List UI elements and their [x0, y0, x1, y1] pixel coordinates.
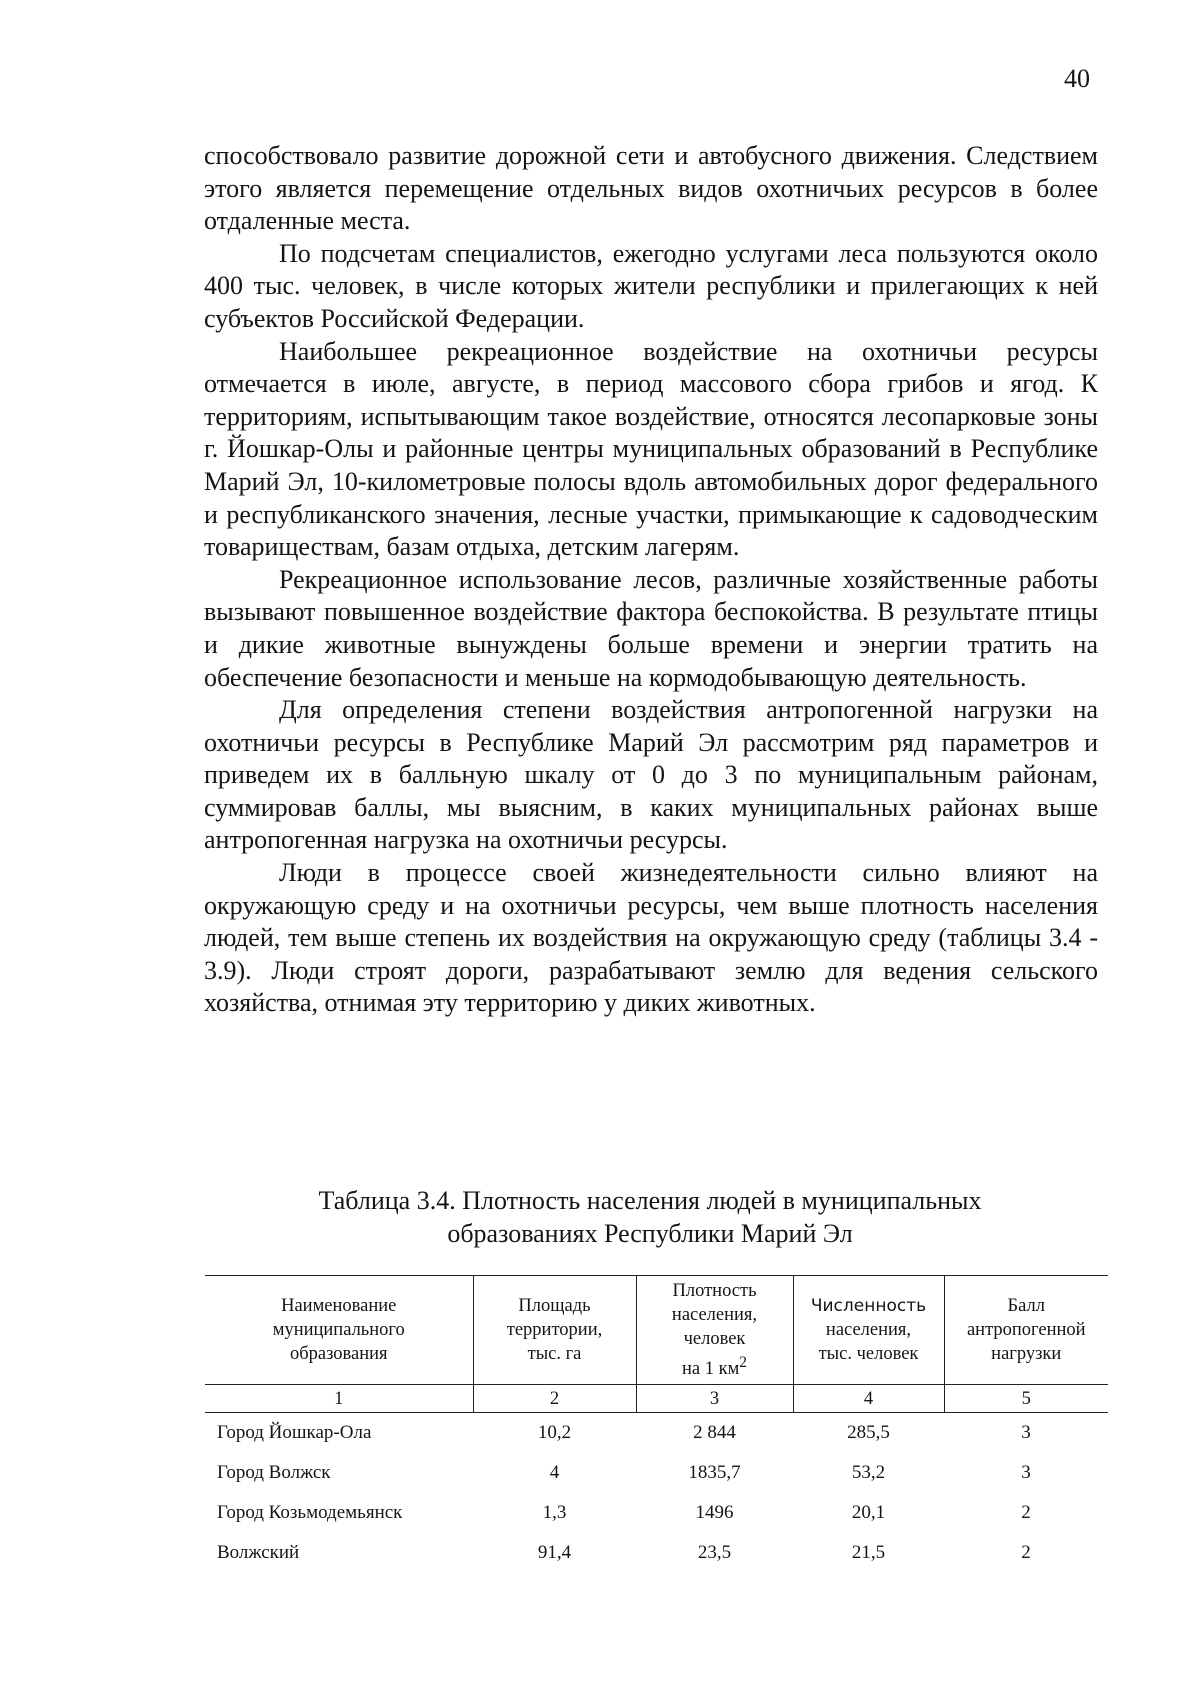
paragraph: Для определения степени воздействия антропогенной нагрузки на охотничьи ресурсы в Республике Марий Эл рассмотрим ряд параметров и приведем их в балльную шкалу от 0 до 3 по муниципальным районам, суммировав баллы, мы выясним, в каких муниципальных районах выше антропогенная нагрузка на охотничьи ресурсы.	[204, 695, 1098, 855]
column-number: 5	[944, 1385, 1108, 1413]
paragraph: Люди в процессе своей жизнедеятельности сильно влияют на окружающую среду и на охотничьи ресурсы, чем выше плотность населения людей, тем выше степень их воздействия на окружающую среду (таблицы 3.4 - 3.9). Люди строят дороги, разрабатывают землю для ведения сельского хозяйства, отнимая эту территорию у диких животных.	[204, 858, 1098, 1018]
header-municipality: Наименование муниципального образования	[205, 1276, 473, 1385]
density-value: 1835,7	[688, 1462, 741, 1483]
table-row	[205, 1413, 1108, 1454]
score-value: 3	[1021, 1462, 1031, 1483]
population-density-table	[205, 1275, 1108, 1573]
municipality-name: Волжский	[217, 1542, 300, 1563]
population-value: 53,2	[851, 1462, 886, 1483]
table-row	[205, 1533, 1108, 1573]
column-number: 2	[473, 1385, 636, 1413]
municipality-name: Город Козьмодемьянск	[217, 1502, 403, 1523]
area-value: 10,2	[537, 1422, 572, 1443]
paragraph: По подсчетам специалистов, ежегодно услугами леса пользуются около 400 тыс. человек, в числе которых жители республики и прилегающих к ней субъектов Российской Федерации.	[204, 238, 1098, 333]
paragraph: Рекреационное использование лесов, различные хозяйственные работы вызывают повышенное воздействие фактора беспокойства. В результате птицы и дикие животные вынуждены больше времени и энергии тратить на обеспечение безопасности и меньше на кормодобывающую деятельность.	[204, 564, 1098, 692]
header-score: Балл антропогенной нагрузки	[944, 1276, 1108, 1385]
table-caption	[200, 1185, 1100, 1250]
score-value: 2	[1021, 1542, 1031, 1563]
population-value: 285,5	[847, 1422, 890, 1443]
score-value: 2	[1021, 1502, 1031, 1523]
page-number: 40	[1064, 64, 1090, 93]
paragraph: Наибольшее рекреационное воздействие на охотничьи ресурсы отмечается в июле, августе, в период массового сбора грибов и ягод. К территориям, испытывающим такое воздействие, относятся лесопарковые зоны г. Йошкар-Олы и районные центры муниципальных образований в Республике Марий Эл, 10-километровые полосы вдоль автомобильных дорог федерального и республиканского значения, лесные участки, примыкающие к садоводческим товариществам, базам отдыха, детским лагерям.	[204, 336, 1098, 562]
table-row	[205, 1493, 1108, 1533]
table-caption-line: Таблица 3.4. Плотность населения людей в муниципальных	[318, 1186, 982, 1215]
header-density: Плотность населения, человек на 1 $км^2$	[636, 1276, 793, 1385]
population-value: 21,5	[851, 1542, 886, 1563]
table-header-row	[205, 1276, 1108, 1385]
column-number: 1	[205, 1385, 473, 1413]
header-area: Площадь территории, тыс. га	[473, 1276, 636, 1385]
column-number-row	[205, 1385, 1108, 1413]
municipality-name: Город Йошкар-Ола	[217, 1422, 372, 1443]
table-caption-line: образованиях Республики Марий Эл	[447, 1218, 853, 1248]
paragraph: способствовало развитие дорожной сети и автобусного движения. Следствием этого является перемещение отдельных видов охотничьих ресурсов в более отдаленные места.	[204, 141, 1098, 236]
column-number: 4	[793, 1385, 944, 1413]
area-value: 1,3	[542, 1502, 567, 1523]
density-value: 23,5	[697, 1542, 732, 1563]
municipality-name: Город Волжск	[217, 1462, 331, 1483]
population-value: 20,1	[851, 1502, 886, 1523]
table-row	[205, 1453, 1108, 1493]
area-value: 91,4	[537, 1542, 572, 1563]
header-population: Численность населения, тыс. человек	[793, 1276, 944, 1385]
area-value: 4	[549, 1462, 560, 1483]
density-value: 1496	[695, 1502, 734, 1523]
column-number: 3	[636, 1385, 793, 1413]
score-value: 3	[1021, 1422, 1031, 1443]
density-value: 2 844	[693, 1422, 736, 1443]
body-text	[204, 140, 1098, 1020]
